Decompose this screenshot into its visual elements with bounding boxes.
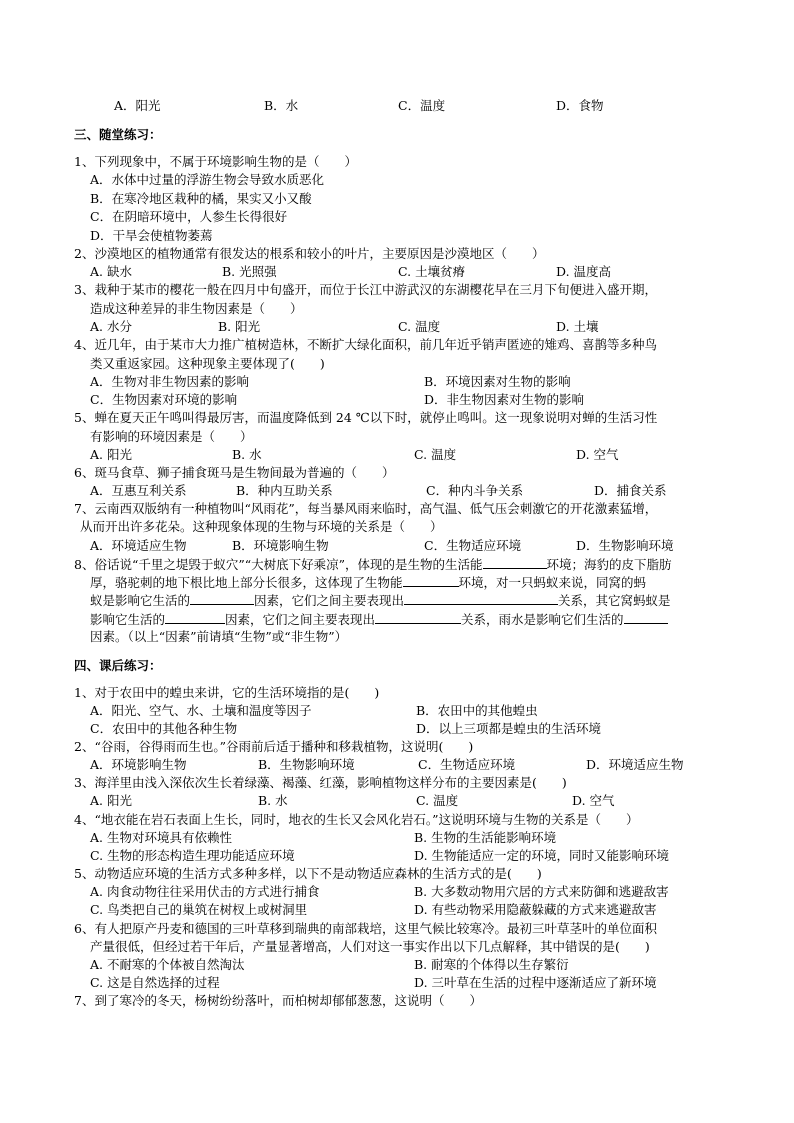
question-stem: 4、近几年，由于某市大力推广植树造林，不断扩大绿化面积，前几年近乎销声匿迹的雉鸡、喜鹊等多种鸟 [74, 337, 657, 352]
option-d: D．捕食关系 [594, 483, 667, 498]
question-stem: 2、“谷雨，谷得雨而生也。”谷雨前后适于播种和移栽植物，这说明( ) [74, 739, 474, 754]
option-d: D. 三叶草在生活的过程中逐渐适应了新环境 [414, 975, 657, 990]
answer-blank[interactable] [403, 573, 459, 587]
option-c: C．在阴暗环境中，人参生长得很好 [90, 209, 288, 224]
option-a: A. 阳光 [90, 793, 132, 808]
answer-blank[interactable] [624, 610, 668, 624]
option-b: B. 水 [258, 793, 288, 808]
question-text: 8、俗话说“千里之堤毁于蚁穴”“大树底下好乘凉”，体现的是生物的生活能 [74, 557, 483, 572]
question-text: 蚁是影响它生活的 [90, 593, 191, 608]
option-b: B．种内互助关系 [236, 483, 333, 498]
question-text: 环境，对一只蚂蚁来说，同窝的蚂 [458, 575, 647, 590]
question-stem: 6、有人把原产丹麦和德国的三叶草移到瑞典的南部栽培，这里气候比较寒冷。最初三叶草茎叶的单位面积 [74, 921, 657, 936]
question-stem: 6、斑马食草、狮子捕食斑马是生物间最为普遍的（ ） [74, 465, 395, 480]
option-d: D. 土壤 [556, 319, 599, 334]
question-stem: 1、下列现象中，不属于环境影响生物的是（ ） [74, 154, 357, 169]
option-a: A. 生物对环境具有依赖性 [90, 830, 232, 845]
option-c: C．生物适应环境 [424, 538, 522, 553]
option-b: B．水 [264, 98, 299, 113]
option-d: D．以上三项都是蝗虫的生活环境 [416, 721, 602, 736]
question-stem: 2、沙漠地区的植物通常有很发达的根系和较小的叶片，主要原因是沙漠地区（ ） [74, 246, 545, 261]
question-stem: 5、动物适应环境的生活方式多种多样，以下不是动物适应森林的生活方式的是( ) [74, 866, 542, 881]
option-a: A．阳光、空气、水、土壤和温度等因子 [90, 703, 312, 718]
option-a: A．互惠互利关系 [90, 483, 187, 498]
option-d: D．生物影响环境 [576, 538, 674, 553]
option-d: D．非生物因素对生物的影响 [424, 392, 585, 407]
question-stem-cont: 从而开出许多花朵。这种现象体现的生物与环境的关系是（ ） [80, 519, 443, 534]
option-c: C．生物适应环境 [418, 757, 516, 772]
option-b: B．环境影响生物 [232, 538, 329, 553]
section-title: 四、课后练习： [74, 658, 162, 673]
option-a: A．环境影响生物 [90, 757, 187, 772]
option-b: B．农田中的其他蝗虫 [416, 703, 538, 718]
option-d: D. 空气 [572, 793, 615, 808]
option-c: C．农田中的其他各种生物 [90, 721, 238, 736]
answer-blank[interactable] [483, 555, 547, 569]
option-a: A. 肉食动物往往采用伏击的方式进行捕食 [90, 884, 320, 899]
fill-in-question-cont [90, 573, 646, 591]
answer-blank[interactable] [375, 610, 461, 624]
option-d: D. 空气 [576, 447, 619, 462]
option-b: B．环境因素对生物的影响 [424, 374, 571, 389]
option-c: C. 土壤贫瘠 [398, 264, 466, 279]
question-stem-cont: 类又重返家园。这种现象主要体现了( ) [90, 356, 325, 371]
option-c: C．生物因素对环境的影响 [90, 392, 238, 407]
question-text: 影响它生活的 [90, 612, 166, 627]
option-b: B. 阳光 [218, 319, 261, 334]
fill-in-question-cont: 因素。（以上“因素”前请填“生物”或“非生物”） [90, 629, 348, 644]
option-b: B. 耐寒的个体得以生存繁衍 [414, 957, 569, 972]
option-a: A. 缺水 [90, 264, 132, 279]
option-a: A．生物对非生物因素的影响 [90, 374, 250, 389]
fill-in-question-cont [90, 610, 668, 628]
option-d: D．食物 [556, 98, 604, 113]
option-c: C．种内斗争关系 [426, 483, 524, 498]
question-text: 因素，它们之间主要表现出 [225, 612, 376, 627]
answer-blank[interactable] [404, 591, 558, 605]
option-a: A．水体中过量的浮游生物会导致水质恶化 [90, 172, 325, 187]
option-c: C．温度 [398, 98, 446, 113]
question-stem: 3、海洋里由浅入深依次生长着绿藻、褐藻、红藻，影响植物这样分布的主要因素是( ) [74, 775, 567, 790]
answer-blank[interactable] [165, 610, 225, 624]
option-a: A．阳光 [114, 98, 161, 113]
question-stem: 7、云南西双版纳有一种植物叫“风雨花”，每当暴风雨来临时，高气温、低气压会刺激它的开花激素猛增， [74, 501, 658, 516]
question-stem-cont: 有影响的环境因素是（ ） [90, 429, 253, 444]
option-b: B．在寒冷地区栽种的橘，果实又小又酸 [90, 191, 312, 206]
fill-in-question-cont [90, 591, 671, 609]
option-b: B．生物影响环境 [258, 757, 355, 772]
option-c: C. 温度 [398, 319, 441, 334]
question-text: 关系，雨水是影响它们生活的 [461, 612, 624, 627]
option-a: A. 不耐寒的个体被自然淘汰 [90, 957, 245, 972]
section-title: 三、随堂练习： [74, 127, 162, 142]
option-d: D. 温度高 [556, 264, 612, 279]
option-c: C. 鸟类把自己的巢筑在树杈上或树洞里 [90, 902, 308, 917]
option-b: B. 生物的生活能影响环境 [414, 830, 557, 845]
question-text: 环境；海豹的皮下脂肪 [546, 557, 672, 572]
option-b: B. 水 [232, 447, 262, 462]
option-d: D. 生物能适应一定的环境，同时又能影响环境 [414, 848, 670, 863]
question-stem-cont: 造成这种差异的非生物因素是（ ） [90, 301, 303, 316]
option-d: D．环境适应生物 [586, 757, 684, 772]
option-c: C. 生物的形态构造生理功能适应环境 [90, 848, 295, 863]
option-c: C. 这是自然选择的过程 [90, 975, 220, 990]
option-a: A．环境适应生物 [90, 538, 187, 553]
question-stem: 7、到了寒冷的冬天，杨树纷纷落叶，而柏树却郁郁葱葱，这说明（ ） [74, 993, 482, 1008]
option-c: C. 温度 [414, 447, 457, 462]
question-stem: 3、栽种于某市的樱花一般在四月中旬盛开，而位于长江中游武汉的东湖樱花早在三月下旬便进入盛开期， [74, 282, 657, 297]
option-d: D. 有些动物采用隐蔽躲藏的方式来逃避敌害 [414, 902, 657, 917]
option-d: D．干旱会使植物萎蔫 [90, 228, 213, 243]
question-stem-cont: 产量很低，但经过若干年后，产量显著增高，人们对这一事实作出以下几点解释，其中错误的是( ) [90, 939, 650, 954]
option-c: C. 温度 [416, 793, 459, 808]
question-stem: 1、对于农田中的蝗虫来讲，它的生活环境指的是( ) [74, 685, 380, 700]
question-text: 关系，其它窝蚂蚁是 [558, 593, 671, 608]
option-a: A. 阳光 [90, 447, 132, 462]
question-text: 厚，骆驼刺的地下根比地上部分长很多，这体现了生物能 [90, 575, 403, 590]
question-stem: 5、蝉在夏天正午鸣叫得最厉害，而温度降低到 24 ℃以下时，就停止鸣叫。这一现象说明对蝉的生活习性 [74, 410, 658, 425]
option-b: B. 大多数动物用穴居的方式来防御和逃避敌害 [414, 884, 669, 899]
option-b: B. 光照强 [222, 264, 277, 279]
option-a: A. 水分 [90, 319, 132, 334]
answer-blank[interactable] [190, 591, 254, 605]
question-stem: 4、“地衣能在岩石表面上生长，同时，地衣的生长又会风化岩石。”这说明环境与生物的关系是（ ） [74, 812, 639, 827]
fill-in-question [74, 555, 672, 573]
question-text: 因素，它们之间主要表现出 [254, 593, 405, 608]
